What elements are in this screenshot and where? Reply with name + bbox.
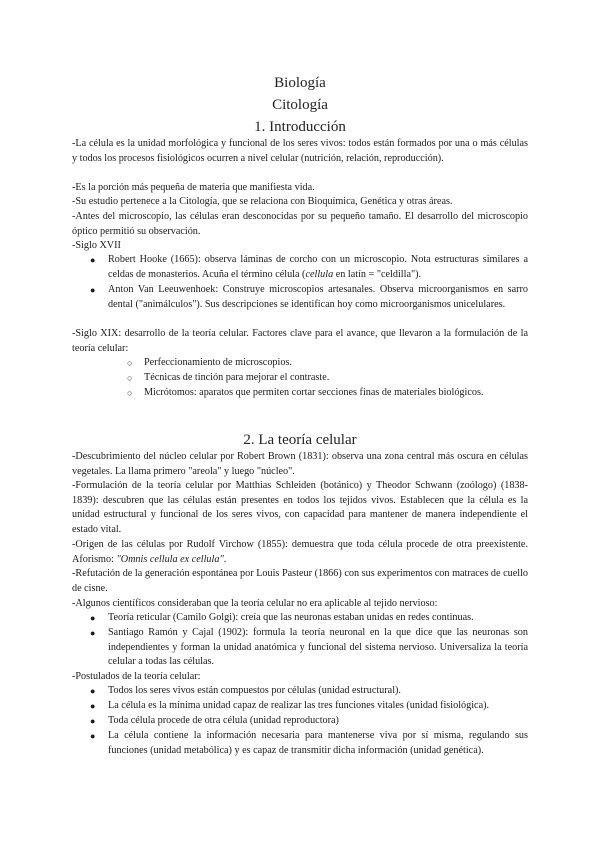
intro-paragraph-5: -Siglo XVII [72, 240, 121, 251]
bullet-disc-icon: ● [90, 613, 96, 623]
hooke-text-b: en latín = "celdilla"). [333, 268, 422, 280]
theory-paragraph-6: -Postulados de la teoría celular: [72, 671, 201, 682]
bullet-circle-icon: ○ [127, 373, 133, 383]
bullet-circle-icon: ○ [127, 388, 133, 398]
intro-paragraph-1: -La célula es la unidad morfológica y funcional de los seres vivos: todos están formados por una o más células y todos los procesos fisiológicos ocurren a nivel celular (nutrición, relación, reproducción). [72, 138, 528, 164]
intro-paragraph-3: -Su estudio pertenece a la Citología, que se relaciona con Bioquímica, Genética y otras áreas. [72, 196, 453, 207]
theory-paragraph-4: -Refutación de la generación espontánea por Louis Pasteur (1866) con sus experimentos con matraces de cuello de cisne. [72, 568, 528, 594]
list-item-factor: Perfeccionamiento de microscopios. [144, 357, 292, 368]
list-item-factor: Micrótomos: aparatos que permiten cortar secciones finas de materiales biológicos. [144, 387, 484, 398]
list-item-cajal: Santiago Ramón y Cajal (1902): formula la teoría neuronal en la que dice que las neuronas son independientes y forman la unidad anatómica y funcional del sistema nervioso. Universaliza la teoría celular a todas las células. [108, 627, 528, 668]
bullet-disc-icon: ● [90, 255, 96, 265]
list-item-hooke [108, 253, 528, 282]
bullet-disc-icon: ● [90, 686, 96, 696]
section-1-heading: 1. Introducción [254, 119, 346, 135]
bullet-disc-icon: ● [90, 628, 96, 638]
list-item-postulate: Toda célula procede de otra célula (unidad reproductora) [108, 715, 339, 726]
virchow-text-a: -Origen de las células por Rudolf Virchow (1855): demuestra que toda célula procede de otra preexistente. Aforismo: [72, 539, 528, 565]
theory-paragraph-2: -Formulación de la teoría celular por Matthias Schleiden (botánico) y Theodor Schwann (zoólogo) (1838-1839): descubren que las células están presentes en todos los tejidos vivos. Establecen que la célula es la unidad estructural y funcional de los seres vivos, con capacidad para mantener de manera independiente el estado vital. [72, 480, 528, 535]
list-item-postulate: La célula es la mínima unidad capaz de realizar las tres funciones vitales (unidad fisiológica). [108, 700, 490, 711]
theory-paragraph-5: -Algunos científicos consideraban que la teoría celular no era aplicable al tejido nervioso: [72, 598, 438, 609]
bullet-disc-icon: ● [90, 716, 96, 726]
theory-paragraph-1: -Descubrimiento del núcleo celular por Robert Brown (1831): observa una zona central más oscura en células vegetales. La llama primero "areola" y luego "núcleo". [72, 451, 528, 477]
list-item-leeuwenhoek: Anton Van Leeuwenhoek: Construye microscopios artesanales. Observa microorganismos en sarro dental ("animálculos"). Sus descripciones se identifican hoy como microorganismos unicelulares. [108, 284, 528, 310]
list-item-golgi: Teoría reticular (Camilo Golgi): creía que las neuronas estaban unidas en redes continuas. [108, 612, 474, 623]
list-item-factor: Técnicas de tinción para mejorar el contraste. [144, 372, 330, 383]
hooke-latin-term: cellula [305, 268, 334, 280]
document-subtitle: Citología [272, 97, 328, 113]
intro-paragraph-4: -Antes del microscopio, las células eran desconocidas por su pequeño tamaño. El desarrollo del microscopio óptico permitió su observación. [72, 211, 528, 237]
list-item-postulate: Todos los seres vivos están compuestos por células (unidad estructural). [108, 685, 401, 696]
document-title: Biología [274, 75, 326, 91]
bullet-circle-icon: ○ [127, 358, 133, 368]
list-item-postulate: La célula contiene la información necesaria para mantenerse viva por sí misma, regulando sus funciones (unidad metabólica) y es capaz de transmitir dicha información (unidad genética). [108, 730, 528, 756]
virchow-aphorism: "Omnis cellula ex cellula" [116, 553, 224, 565]
section-2-heading: 2. La teoría celular [243, 432, 357, 448]
intro-paragraph-2: -Es la porción más pequeña de materia que manifiesta vida. [72, 182, 315, 193]
virchow-text-b: . [223, 553, 227, 565]
intro-paragraph-6: -Siglo XIX: desarrollo de la teoría celular. Factores clave para el avance, que llevaron a la formulación de la teoría celular: [72, 328, 528, 354]
bullet-disc-icon: ● [90, 701, 96, 711]
bullet-disc-icon: ● [90, 285, 96, 295]
bullet-disc-icon: ● [90, 731, 96, 741]
theory-paragraph-3 [72, 538, 528, 567]
hooke-text-a: Robert Hooke (1665): observa láminas de corcho con un microscopio. Nota estructuras similares a celdas de monasterios. Acuña el término célula ( [108, 254, 528, 280]
